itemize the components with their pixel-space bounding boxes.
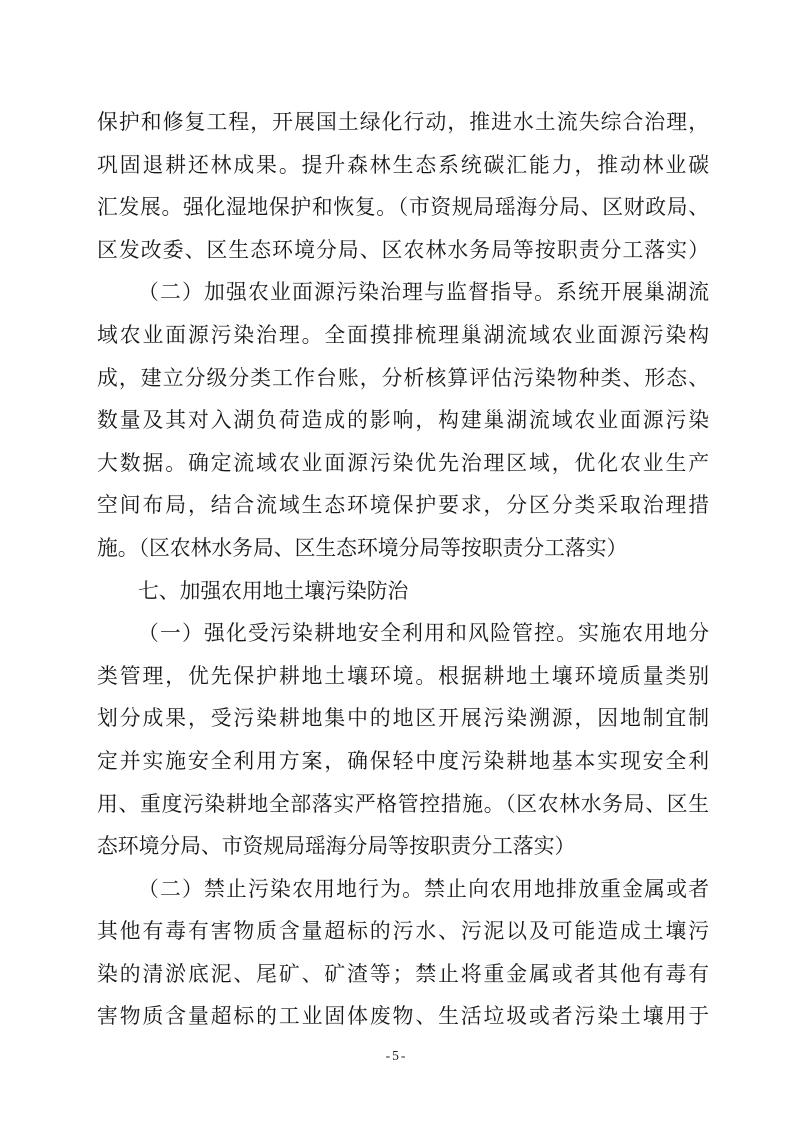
text-line: 保护和修复工程，开展国土绿化行动，推进水土流失综合治理，: [97, 111, 709, 134]
paragraph-end-line: 态环境分局、市资规局瑶海分局等按职责分工落实）: [97, 835, 576, 859]
paragraph-start-line: （二）禁止污染农用地行为。禁止向农用地排放重金属或者: [138, 877, 709, 901]
paragraph-end-line: 施。（区农林水务局、区生态环境分局等按职责分工落实）: [97, 536, 628, 560]
text-line: 划分成果，受污染耕地集中的地区开展污染溯源，因地制宜制: [97, 707, 709, 731]
text-line: 大数据。确定流域农业面源污染优先治理区域，优化农业生产: [97, 451, 709, 475]
document-body: [97, 102, 709, 1039]
text-line: 巩固退耕还林成果。提升森林生态系统碳汇能力，推动林业碳: [97, 153, 709, 177]
text-line: 数量及其对入湖负荷造成的影响，构建巢湖流域农业面源污染: [97, 409, 709, 433]
text-line: 类管理，优先保护耕地土壤环境。根据耕地土壤环境质量类别: [97, 664, 709, 688]
text-line: 区发改委、区生态环境分局、区农林水务局等按职责分工落实）: [97, 238, 709, 262]
paragraph-start-line: （一）强化受污染耕地安全利用和风险管控。实施农用地分: [138, 622, 709, 646]
page-number: -5-: [385, 1048, 408, 1063]
paragraph-start-line: （二）加强农业面源污染治理与监督指导。系统开展巢湖流: [138, 281, 709, 305]
text-line: 定并实施安全利用方案，确保轻中度污染耕地基本实现安全利: [97, 749, 709, 773]
text-line: 空间布局，结合流域生态环境保护要求，分区分类采取治理措: [97, 494, 709, 518]
section-heading: 七、加强农用地土壤污染防治: [138, 579, 409, 603]
text-line: 染的清淤底泥、尾矿、矿渣等；禁止将重金属或者其他有毒有: [97, 962, 709, 986]
text-line: 用、重度污染耕地全部落实严格管控措施。（区农林水务局、区生: [97, 792, 709, 816]
text-line: 其他有毒有害物质含量超标的污水、污泥以及可能造成土壤污: [97, 920, 709, 944]
text-line: 域农业面源污染治理。全面摸排梳理巢湖流域农业面源污染构: [97, 323, 709, 347]
text-line: 成，建立分级分类工作台账，分析核算评估污染物种类、形态、: [97, 366, 709, 390]
text-line: 害物质含量超标的工业固体废物、生活垃圾或者污染土壤用于: [97, 1005, 709, 1029]
text-line: 汇发展。强化湿地保护和恢复。（市资规局瑶海分局、区财政局、: [97, 196, 709, 220]
